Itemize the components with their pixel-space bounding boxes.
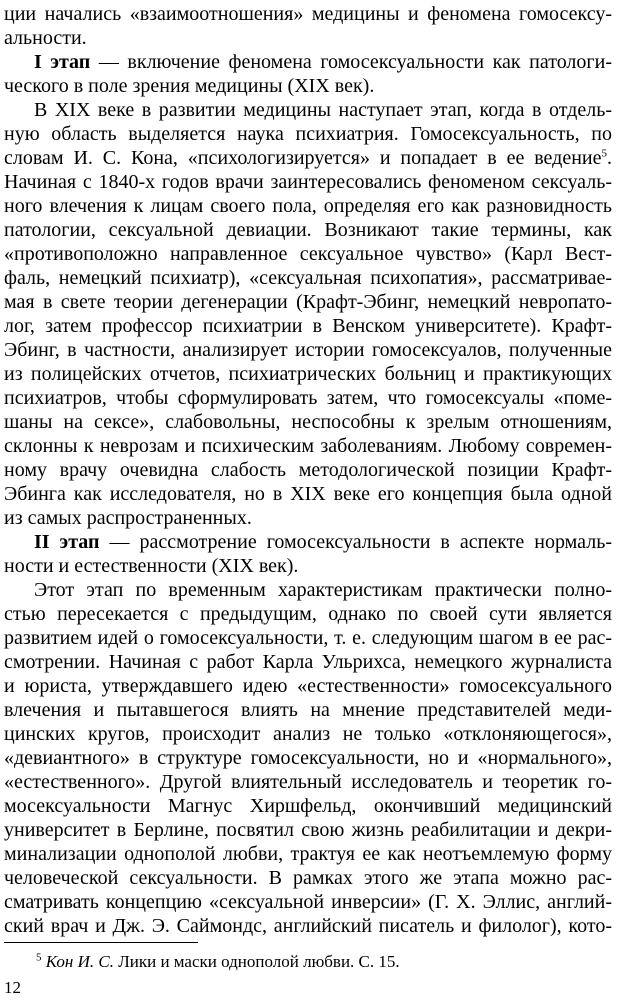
text-line: и юриста, утверждавшего идею «естественности» гомосексуального [4, 675, 612, 697]
stage-heading-line: I этап — включение феномена гомосексуальности как патологи- [34, 51, 612, 73]
footnote-reference: 5 [601, 147, 607, 160]
text-line: смотрении. Начиная с работ Карла Ульрихса, немецкого журналиста [4, 651, 612, 673]
page-number: 12 [4, 978, 21, 997]
stage-heading-line: II этап — рассмотрение гомосексуальности в аспекте нормаль- [34, 531, 612, 553]
text-line: ческого в поле зрения медицины (XIX век). [4, 75, 375, 97]
stage-label: I этап [34, 51, 91, 73]
text-line: «противоположно направленное сексуальное чувство» (Карл Вест- [4, 243, 612, 265]
text-line: ного влечения к лицам своего пола, определяя его как разновидность [4, 195, 612, 217]
text-line: мосексуальности Магнус Хиршфельд, окончивший медицинский [4, 795, 612, 817]
text-line: альности. [4, 27, 87, 49]
text-line: из полицейских отчетов, психиатрических больниц и практикующих [4, 363, 612, 385]
stage-label: II этап [34, 531, 100, 553]
text-line: словам И. С. Кона, «психологизируется» и попадает в ее ведение$^5$. [4, 147, 612, 169]
text-line: патологии, сексуальной девиации. Возникают такие термины, как [4, 219, 612, 241]
text-line: ции начались «взаимоотношения» медицины и феномена гомосексу- [4, 3, 612, 25]
text-line: минализации однополой любви, трактуя ее как неотъемлемую форму [4, 843, 612, 865]
footnote-author: Кон И. С. [45, 952, 114, 971]
text-line: ному врачу очевидна слабость методологической позиции Крафт- [4, 459, 612, 481]
text-line: шаны на сексе», слабовольны, неспособны к зрелым отношениям, [4, 411, 612, 433]
text-line: стью пересекается с предыдущим, однако по своей сути является [4, 603, 612, 625]
text-line: из самых распространенных. [4, 507, 252, 529]
text-line: Эбинга как исследователя, но в XIX веке его концепция была одной [4, 483, 612, 505]
text-line: ную область выделяется наука психиатрия. Гомосексуальность, по [4, 123, 612, 145]
text-line: человеческой сексуальности. В рамках этого же этапа можно рас- [4, 867, 612, 889]
text-line: развитием идей о гомосексуальности, т. е. следующим шагом в ее рас- [4, 627, 612, 649]
text-line: университет в Берлине, посвятил свою жизнь реабилитации и декри- [4, 819, 612, 841]
text-line: мая в свете теории дегенерации (Крафт-Эбинг, немецкий невропато- [4, 291, 612, 313]
text-line: Эбинг, в частности, анализирует истории гомосексуалов, полученные [4, 339, 612, 361]
text-line: Этот этап по временным характеристикам практически полно- [34, 579, 612, 601]
text-line: ности и естественности (XIX век). [4, 555, 299, 577]
footnote-separator [4, 942, 198, 943]
text-line: Начиная с 1840-х годов врачи заинтересовались феноменом сексуаль- [4, 171, 612, 193]
footnote-text: Лики и маски однополой любви. С. 15. [113, 952, 400, 971]
text-line: ский врач и Дж. Э. Саймондс, английский писатель и филолог), кото- [4, 915, 612, 937]
text-line: «естественного». Другой влиятельный исследователь и теоретик го- [4, 771, 612, 793]
footnote-mark: 5 [36, 951, 42, 964]
text-line: «девиантного» в структуре гомосексуальности, но и «нормального», [4, 747, 612, 769]
text-line: лог, затем профессор психиатрии в Венском университете). Крафт- [4, 315, 612, 337]
text-line: сматривать концепцию «сексуальной инверсии» (Г. Х. Эллис, англий- [4, 891, 612, 913]
text-line: склонны к неврозам и психическим заболеваниям. Любому современ- [4, 435, 612, 457]
text-line: влечения и пытавшегося влиять на мнение представителей меди- [4, 699, 612, 721]
footnote [36, 951, 400, 973]
text-line: психиатров, чтобы сформулировать затем, что гомосексуалы «поме- [4, 387, 612, 409]
text-line: В XIX веке в развитии медицины наступает этап, когда в отдель- [34, 99, 612, 121]
text-line: фаль, немецкий психиатр), «сексуальная психопатия», рассматривае- [4, 267, 612, 289]
text-line: цинских кругов, происходит анализ не только «отклоняющегося», [4, 723, 612, 745]
